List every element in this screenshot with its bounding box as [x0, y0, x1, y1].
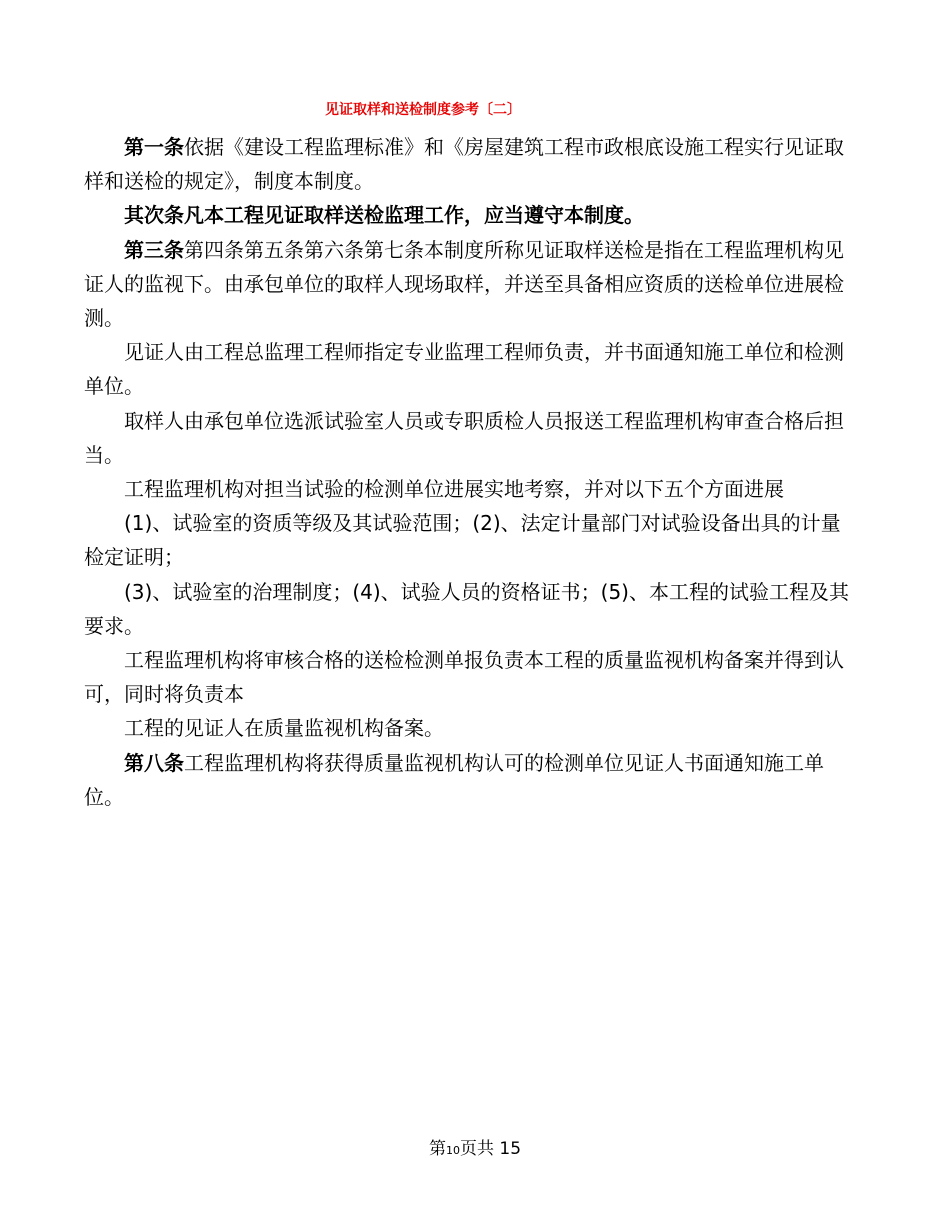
sampler-text: 取样人由承包单位选派试验室人员或专职质检人员报送工程监理机构审查合格后担当。 [84, 408, 844, 467]
article-3-heading: 第三条 [124, 237, 184, 262]
items-3-5-text: (3)、试验室的治理制度；(4)、试验人员的资格证书；(5)、本工程的试验工程及其要求。 [84, 579, 849, 638]
filing-cont-text: 工程的见证人在质量监视机构备案。 [124, 716, 444, 741]
paragraph-article-3 [84, 233, 856, 336]
article-1-heading: 第一条 [124, 135, 184, 159]
paragraph-witness [84, 335, 856, 403]
footer-middle: 页共 [459, 1139, 494, 1159]
paragraph-items-3-5 [84, 575, 856, 643]
article-3-text: 第四条第五条第六条第七条本制度所称见证取样送检是指在工程监理机构见证人的监视下。由承包单位的取样人现场取样，并送至具备相应资质的送检单位进展检测。 [84, 237, 844, 331]
paragraph-article-8 [84, 746, 856, 814]
paragraph-sampler [84, 404, 856, 472]
witness-text: 见证人由工程总监理工程师指定专业监理工程师负责，并书面通知施工单位和检测单位。 [84, 340, 844, 399]
paragraph-inspection [84, 472, 856, 506]
article-2-text: 其次条凡本工程见证取样送检监理工作，应当遵守本制度。 [124, 203, 644, 228]
total-pages: 15 [499, 1139, 522, 1159]
page-footer [0, 1134, 950, 1159]
paragraph-filing-cont [84, 711, 856, 745]
document-title: 见证取样和送检制度参考〔二〕 [325, 102, 521, 118]
document-body [84, 130, 856, 814]
page-number: 10 [445, 1144, 460, 1157]
paragraph-article-1 [84, 130, 856, 198]
paragraph-items-1-2 [84, 506, 856, 574]
paragraph-article-2 [84, 198, 856, 232]
items-1-2-text: (1)、试验室的资质等级及其试验范围；(2)、法定计量部门对试验设备出具的计量检定证明； [84, 511, 841, 570]
paragraph-filing [84, 643, 856, 711]
article-1-text: 依据《建设工程监理标准》和《房屋建筑工程市政根底设施工程实行见证取样和送检的规定》，制度本制度。 [84, 135, 844, 194]
article-8-heading: 第八条 [124, 750, 184, 775]
filing-text: 工程监理机构将审核合格的送检检测单报负责本工程的质量监视机构备案并得到认可，同时将负责本 [84, 648, 844, 707]
footer-prefix: 第 [428, 1139, 446, 1159]
article-8-text: 工程监理机构将获得质量监视机构认可的检测单位见证人书面通知施工单位。 [84, 750, 824, 809]
inspection-text: 工程监理机构对担当试验的检测单位进展实地考察，并对以下五个方面进展 [124, 477, 784, 502]
